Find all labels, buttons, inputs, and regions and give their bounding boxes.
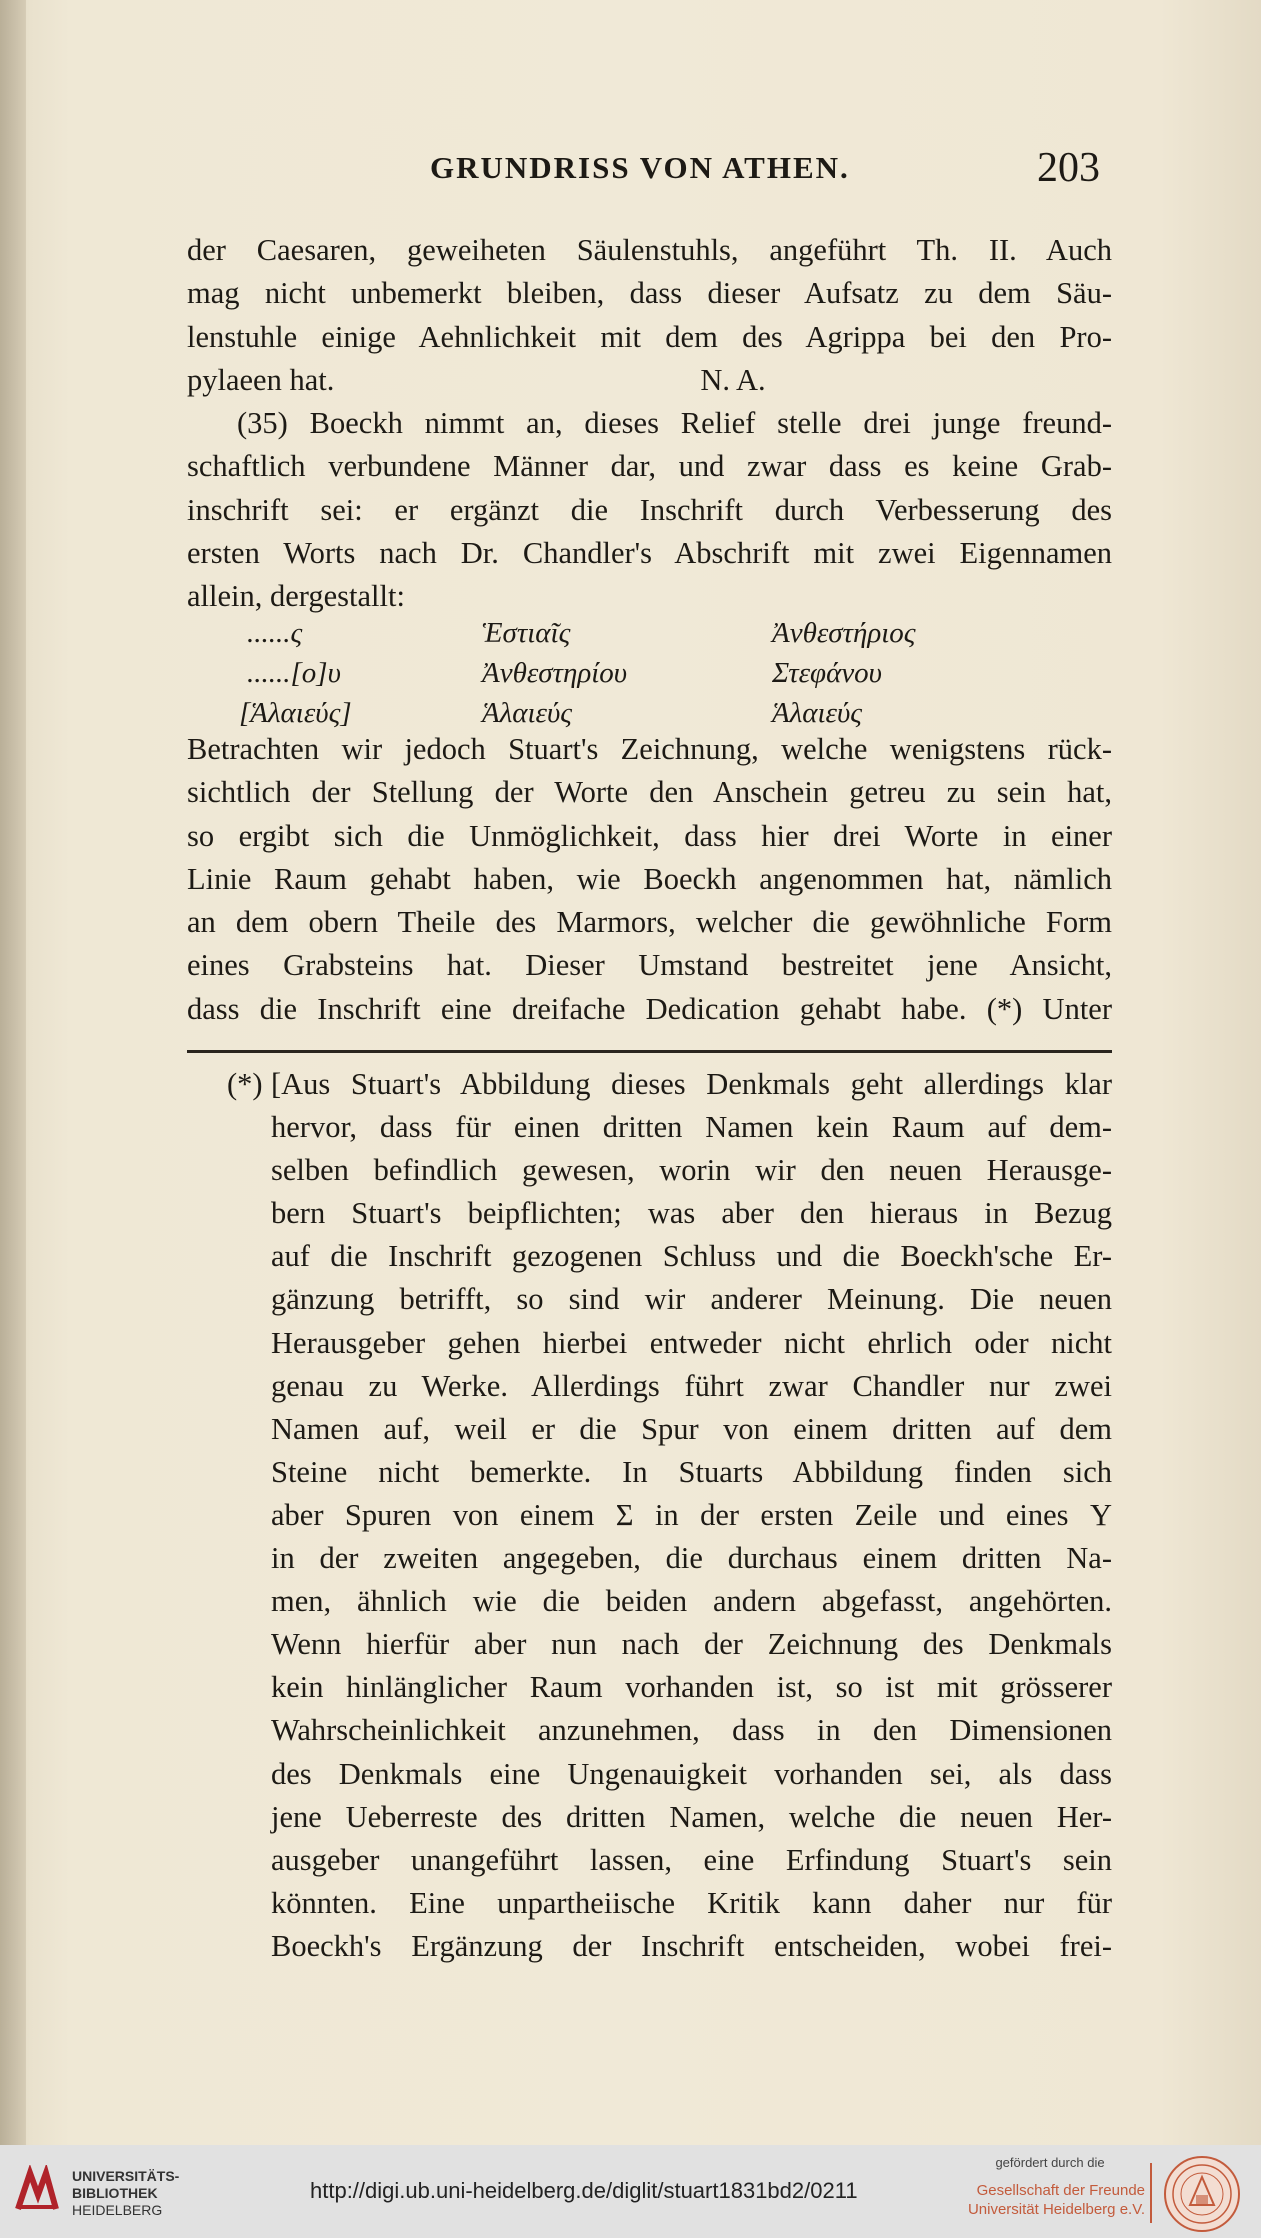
footnote-line: in der zweiten angegeben, die durchaus einem dritten Na-: [271, 1541, 1112, 1576]
footer-divider: [1150, 2163, 1152, 2223]
paragraph-main: [187, 728, 1112, 1031]
text-line: inschrift sei: er ergänzt die Inschrift durch Verbesserung des: [187, 492, 1112, 527]
greek-inscription: [187, 613, 1112, 733]
inscription-cell: Ἁλαιεύς: [482, 697, 573, 729]
inscription-cell: Ἑστιαῖς: [482, 617, 571, 649]
footnote-line: jene Ueberreste des dritten Namen, welche die neuen Her-: [271, 1799, 1112, 1834]
text-line: eines Grabsteins hat. Dieser Umstand bestreitet jene Ansicht,: [187, 948, 1112, 983]
inscription-cell: ......ς: [247, 617, 303, 649]
footnote-line: hervor, dass für einen dritten Namen kein Raum auf dem-: [271, 1110, 1112, 1145]
inscription-cell: Στεφάνου: [772, 657, 882, 689]
running-head: GRUNDRISS VON ATHEN.: [430, 150, 850, 185]
page-header: [430, 145, 1100, 210]
page-number: 203: [1037, 145, 1100, 191]
footnote-line: könnten. Eine unpartheiische Kritik kann daher nur für: [271, 1885, 1112, 1920]
footnote-line: gänzung betrifft, so sind wir anderer Meinung. Die neuen: [271, 1282, 1112, 1317]
text-line: (35) Boeckh nimmt an, dieses Relief stelle drei junge freund-: [237, 406, 1112, 440]
text-line: Linie Raum gehabt haben, wie Boeckh angenommen hat, nämlich: [187, 861, 1112, 896]
footnote-line: Wahrscheinlichkeit anzunehmen, dass in den Dimensionen: [271, 1713, 1112, 1748]
inscription-row: [187, 653, 1112, 693]
sponsor-line: Gesellschaft der Freunde: [976, 2182, 1145, 2199]
footnote-line: bern Stuart's beipflichten; was aber den hieraus in Bezug: [271, 1196, 1112, 1231]
inscription-cell: ......[ο]υ: [247, 657, 341, 689]
footnote: [187, 1063, 1112, 1968]
viewer-footer: [0, 2145, 1261, 2238]
footnote-line: men, ähnlich wie die beiden andern abgefasst, angehörten.: [271, 1584, 1112, 1619]
footnote-rule: [187, 1050, 1112, 1053]
text-line: allein, dergestallt:: [187, 579, 405, 614]
text-line: der Caesaren, geweiheten Säulenstuhls, angeführt Th. II. Auch: [187, 233, 1112, 267]
inscription-cell: [Ἁλαιεύς]: [239, 697, 352, 729]
paragraph-continuation: [187, 229, 1112, 402]
text-line: so ergibt sich die Unmöglichkeit, dass hier drei Worte in einer: [187, 818, 1112, 853]
permalink-url[interactable]: http://digi.ub.uni-heidelberg.de/diglit/stuart1831bd2/0211: [310, 2178, 858, 2203]
text-line: mag nicht unbemerkt bleiben, dass dieser Aufsatz zu dem Säu-: [187, 276, 1112, 311]
footnote-line: Boeckh's Ergänzung der Inschrift entscheiden, wobei frei-: [271, 1928, 1112, 1963]
inscription-cell: Ἀνθεστηρίου: [482, 657, 628, 689]
footnote-line: selben befindlich gewesen, worin wir den neuen Herausge-: [271, 1153, 1112, 1188]
inscription-cell: Ἀνθεστήριος: [772, 617, 916, 649]
footnote-line: Wenn hierfür aber nun nach der Zeichnung des Denkmals: [271, 1627, 1112, 1662]
library-name[interactable]: [72, 2168, 179, 2219]
sponsor-line: Universität Heidelberg e.V.: [967, 2201, 1145, 2218]
ub-heidelberg-logo-icon[interactable]: [12, 2165, 62, 2215]
footnote-line: Herausgeber gehen hierbei entweder nicht ehrlich oder nicht: [271, 1325, 1112, 1360]
inscription-row: [187, 613, 1112, 653]
paragraph-note-35: [187, 402, 1112, 618]
text-line: schaftlich verbundene Männer dar, und zwar dass es keine Grab-: [187, 449, 1112, 484]
footnote-line-text: [Aus Stuart's Abbildung dieses Denkmals geht allerdings klar: [271, 1067, 1112, 1101]
text-line: sichtlich der Stellung der Worte den Anschein getreu zu sein hat,: [187, 775, 1112, 810]
page-gutter: [0, 0, 26, 2145]
footnote-line: ausgeber unangeführt lassen, eine Erfindung Stuart's sein: [271, 1842, 1112, 1877]
footnote-line: Steine nicht bemerkte. In Stuarts Abbildung finden sich: [271, 1454, 1112, 1489]
text-line: an dem obern Theile des Marmors, welcher die gewöhnliche Form: [187, 905, 1112, 940]
university-seal-icon[interactable]: [1163, 2155, 1241, 2233]
library-name-line: BIBLIOTHEK: [72, 2185, 158, 2201]
footnote-line: [187, 1063, 1112, 1106]
text-line: Betrachten wir jedoch Stuart's Zeichnung, welche wenigstens rück-: [187, 732, 1112, 766]
inscription-row: [187, 693, 1112, 733]
inscription-cell: Ἁλαιεύς: [772, 697, 863, 729]
footnote-line: Namen auf, weil er die Spur von einem dritten auf dem: [271, 1411, 1112, 1446]
text-line: lenstuhle einige Aehnlichkeit mit dem des Agrippa bei den Pro-: [187, 319, 1112, 354]
footnote-line: aber Spuren von einem Σ in der ersten Zeile und eines Υ: [271, 1497, 1112, 1532]
library-name-line: HEIDELBERG: [72, 2202, 163, 2218]
text-line: pylaeen hat. N. A.: [187, 362, 766, 397]
library-name-line: UNIVERSITÄTS-: [72, 2168, 180, 2184]
footnote-line: auf die Inschrift gezogenen Schluss und die Boeckh'sche Er-: [271, 1239, 1112, 1274]
footnote-line: kein hinlänglicher Raum vorhanden ist, so ist mit grösserer: [271, 1670, 1112, 1705]
text-line: ersten Worts nach Dr. Chandler's Abschrift mit zwei Eigennamen: [187, 535, 1112, 570]
funded-by-label: gefördert durch die: [995, 2155, 1105, 2170]
text-line: dass die Inschrift eine dreifache Dedication gehabt habe. (*) Unter: [187, 991, 1112, 1026]
footnote-line: des Denkmals eine Ungenauigkeit vorhanden sei, als dass: [271, 1756, 1112, 1791]
footnote-marker: (*): [227, 1067, 263, 1101]
sponsor-link[interactable]: [955, 2181, 1145, 2219]
footnote-line: genau zu Werke. Allerdings führt zwar Chandler nur zwei: [271, 1368, 1112, 1403]
